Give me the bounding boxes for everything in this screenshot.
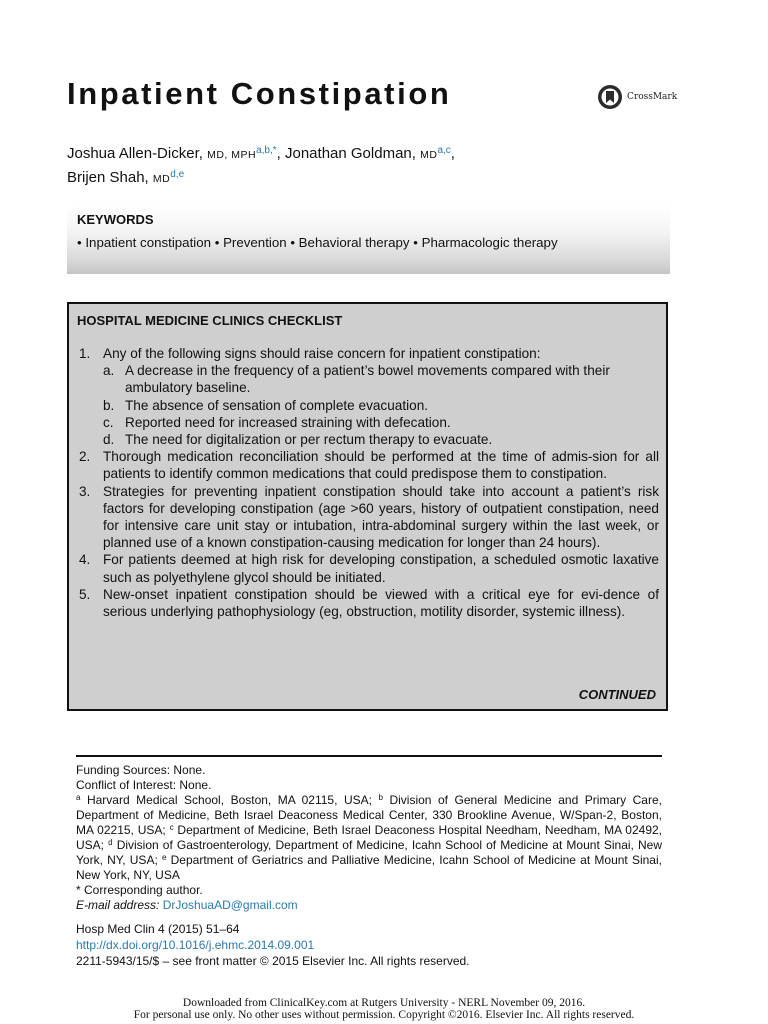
journal-citation: Hosp Med Clin 4 (2015) 51–64 xyxy=(76,922,240,936)
checklist-subitem xyxy=(79,431,659,448)
checklist-subitem xyxy=(79,397,659,414)
corresponding-note: * Corresponding author. xyxy=(76,883,203,897)
subitem-letter: c. xyxy=(103,414,114,430)
author-list xyxy=(67,141,687,189)
item-number: 2. xyxy=(79,449,91,465)
affiliation-text: Division of Gastroenterology, Department of Medicine, Icahn School of Medicine at Mount Sinai, New York, NY, USA; xyxy=(76,838,662,867)
checklist-item xyxy=(79,448,659,482)
author-name: Brijen Shah, xyxy=(67,169,149,186)
email-label: E-mail address: xyxy=(76,898,160,912)
continued-label: CONTINUED xyxy=(578,687,656,702)
affiliation-text: Division of General Medicine and Primary Care, Department of Medicine, Beth Israel Deaconess Medical Center, 330 Brookline Avenue, W/Span-2, Boston, MA 02215, USA; xyxy=(76,793,662,837)
author-affiliation-marks[interactable]: d,e xyxy=(170,169,185,180)
footnote-divider xyxy=(76,755,662,757)
article-title: Inpatient Constipation xyxy=(67,76,452,111)
subitem-letter: d. xyxy=(103,432,115,448)
checklist-subitem xyxy=(79,362,659,396)
conflict-note: Conflict of Interest: None. xyxy=(76,778,212,792)
author-separator: , xyxy=(450,145,455,162)
keywords-box xyxy=(67,204,670,274)
item-number: 5. xyxy=(79,586,91,602)
subitem-text: The absence of sensation of complete evacuation. xyxy=(125,397,429,413)
affiliations-note xyxy=(76,793,662,883)
affiliation-mark: b xyxy=(378,793,383,802)
author-affiliation-marks[interactable]: a,c xyxy=(437,145,451,156)
doi-link[interactable]: http://dx.doi.org/10.1016/j.ehmc.2014.09.001 xyxy=(76,938,315,952)
checklist-subitem xyxy=(79,414,659,431)
item-text: Thorough medication reconciliation should be performed at the time of admis-sion for all patients to identify common medications that could predispose them to constipation. xyxy=(103,449,659,482)
affiliation-text: Department of Geriatrics and Palliative Medicine, Icahn School of Medicine at Mount Sinai, New York, NY, USA xyxy=(76,853,662,882)
author-degrees: MD xyxy=(152,173,171,185)
author-name: Jonathan Goldman, xyxy=(285,145,416,162)
crossmark-label: CrossMark xyxy=(627,92,678,102)
author-affiliation-marks[interactable]: a,b,* xyxy=(256,145,277,156)
email-link[interactable]: DrJoshuaAD@gmail.com xyxy=(162,898,298,912)
subitem-letter: b. xyxy=(103,397,115,413)
checklist-item xyxy=(79,586,659,620)
crossmark-icon xyxy=(597,84,623,110)
subitem-letter: a. xyxy=(103,363,115,379)
checklist-heading: HOSPITAL MEDICINE CLINICS CHECKLIST xyxy=(77,313,343,328)
email-line xyxy=(76,898,662,913)
subitem-text: A decrease in the frequency of a patient’s bowel movements compared with their ambulatory baseline. xyxy=(125,363,610,396)
item-text: New-onset inpatient constipation should be viewed with a critical eye for evi-dence of serious underlying pathophysiology (eg, obstruction, motility disorder, systemic illness). xyxy=(103,586,659,620)
funding-note: Funding Sources: None. xyxy=(76,763,206,777)
keywords-list: • Inpatient constipation • Prevention • Behavioral therapy • Pharmacologic therapy xyxy=(77,235,558,250)
download-notice xyxy=(0,997,768,1021)
affiliation-mark: c xyxy=(169,823,174,832)
copyright-line: 2211-5943/15/$ – see front matter © 2015 Elsevier Inc. All rights reserved. xyxy=(76,954,470,968)
affiliation-text: Harvard Medical School, Boston, MA 02115, USA; xyxy=(86,793,372,807)
checklist-item xyxy=(79,345,659,362)
item-number: 1. xyxy=(79,346,91,361)
checklist-item xyxy=(79,483,659,552)
checklist-box xyxy=(67,302,668,711)
affiliation-mark: e xyxy=(161,853,167,862)
item-number: 3. xyxy=(79,483,91,499)
subitem-text: The need for digitalization or per rectum therapy to evacuate. xyxy=(125,432,493,448)
checklist-list xyxy=(79,345,659,620)
affiliation-text: Department of Medicine, Beth Israel Deaconess Hospital Needham, Needham, MA 02492, USA; xyxy=(76,823,662,852)
download-line-2: For personal use only. No other uses without permission. Copyright ©2016. Elsevier Inc. All rights reserved. xyxy=(133,1009,635,1021)
item-number: 4. xyxy=(79,552,91,568)
item-text: Any of the following signs should raise concern for inpatient constipation: xyxy=(103,346,541,361)
crossmark-badge[interactable] xyxy=(597,84,677,110)
checklist-item xyxy=(79,551,659,585)
author-degrees: MD, MPH xyxy=(207,149,257,161)
download-line-1: Downloaded from ClinicalKey.com at Rutgers University - NERL November 09, 2016. xyxy=(182,997,586,1009)
author-name: Joshua Allen-Dicker, xyxy=(67,145,203,162)
author-degrees: MD xyxy=(420,149,438,161)
subitem-text: Reported need for increased straining with defecation. xyxy=(125,414,451,430)
affiliation-mark: d xyxy=(108,838,113,847)
footnotes xyxy=(76,763,662,913)
item-text: Strategies for preventing inpatient constipation should take into account a patient’s risk factors for developing constipation (age >60 years, history of outpatient constipation, need for intensive care unit stay or intubation, intra-abdominal surgery within the last week, or planned use of a known constipation-causing medication for longer than 24 hours). xyxy=(103,483,659,551)
author-separator: , xyxy=(276,145,281,162)
affiliation-mark: a xyxy=(76,793,81,802)
item-text: For patients deemed at high risk for developing constipation, a scheduled osmotic laxative such as polyethylene glycol should be initiated. xyxy=(103,552,659,585)
citation-block xyxy=(76,921,470,969)
keywords-heading: KEYWORDS xyxy=(77,212,154,227)
